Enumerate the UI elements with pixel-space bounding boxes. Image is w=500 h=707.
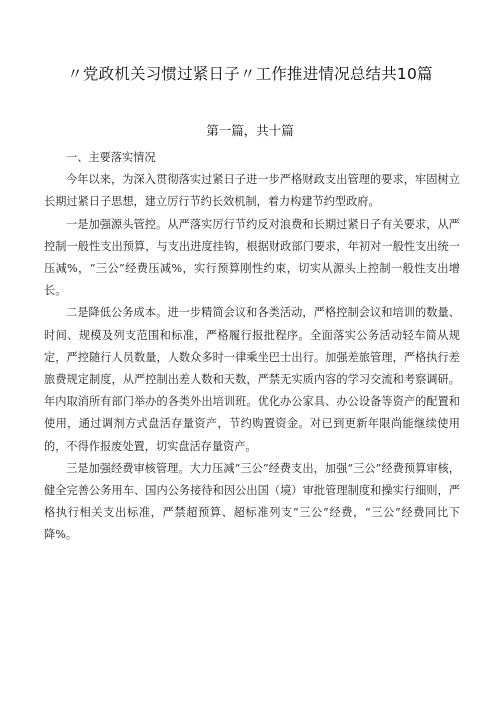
- paragraph-intro: 今年以来，为深入贯彻落实过紧日子进一步严格财政支出管理的要求，牢固树立长期过紧日子思想，建立厉行节约长效机制，着力构建节约型政府。: [44, 173, 460, 209]
- section-title: 第一篇，共十篇: [206, 123, 294, 138]
- section-heading: 一、主要落实情况: [66, 151, 156, 164]
- paragraph-expense-review: 三是加强经费审核管理。大力压减“三公”经费支出，加强“三公”经费预算审核，健全完善公务用车、国内公务接待和因公出国（境）审批管理制度和操实行细则，严格执行相关支出标准，严禁超预算、超标准列支“三公”经费，“三公”经费同比下降%。: [44, 461, 460, 542]
- document-title: 〃党政机关习惯过紧日子〃工作推进情况总结共10篇: [67, 65, 433, 83]
- document-body: [44, 147, 460, 547]
- paragraph-reduce-costs: 二是降低公务成本。进一步精简会议和各类活动，严格控制会议和培训的数量、时间、规模及列支范围和标准，严格履行报批程序。全面落实公务活动轻车简从规定，严控随行人员数量，人数众多时一律乘坐巴士出行。加强差旅管理，严格执行差旅费规定制度，从严控制出差人数和天数，严禁无实质内容的学习交流和考察调研。年内取消所有部门举办的各类外出培训班。优化办公家具、办公设备等资产的配置和使用，通过调剂方式盘活存量资产，节约购置资金。对已到更新年限尚能继续使用的，不得作报废处置，切实盘活存量资产。: [44, 306, 460, 453]
- paragraph-source-control: 一是加强源头管控。从严落实厉行节约反对浪费和长期过紧日子有关要求，从严控制一般性支出预算，与支出进度挂钩，根据财政部门要求，年初对一般性支出统一压减%，“三公”经费压减%，实行预算刚性约束，切实从源头上控制一般性支出增长。: [44, 217, 460, 298]
